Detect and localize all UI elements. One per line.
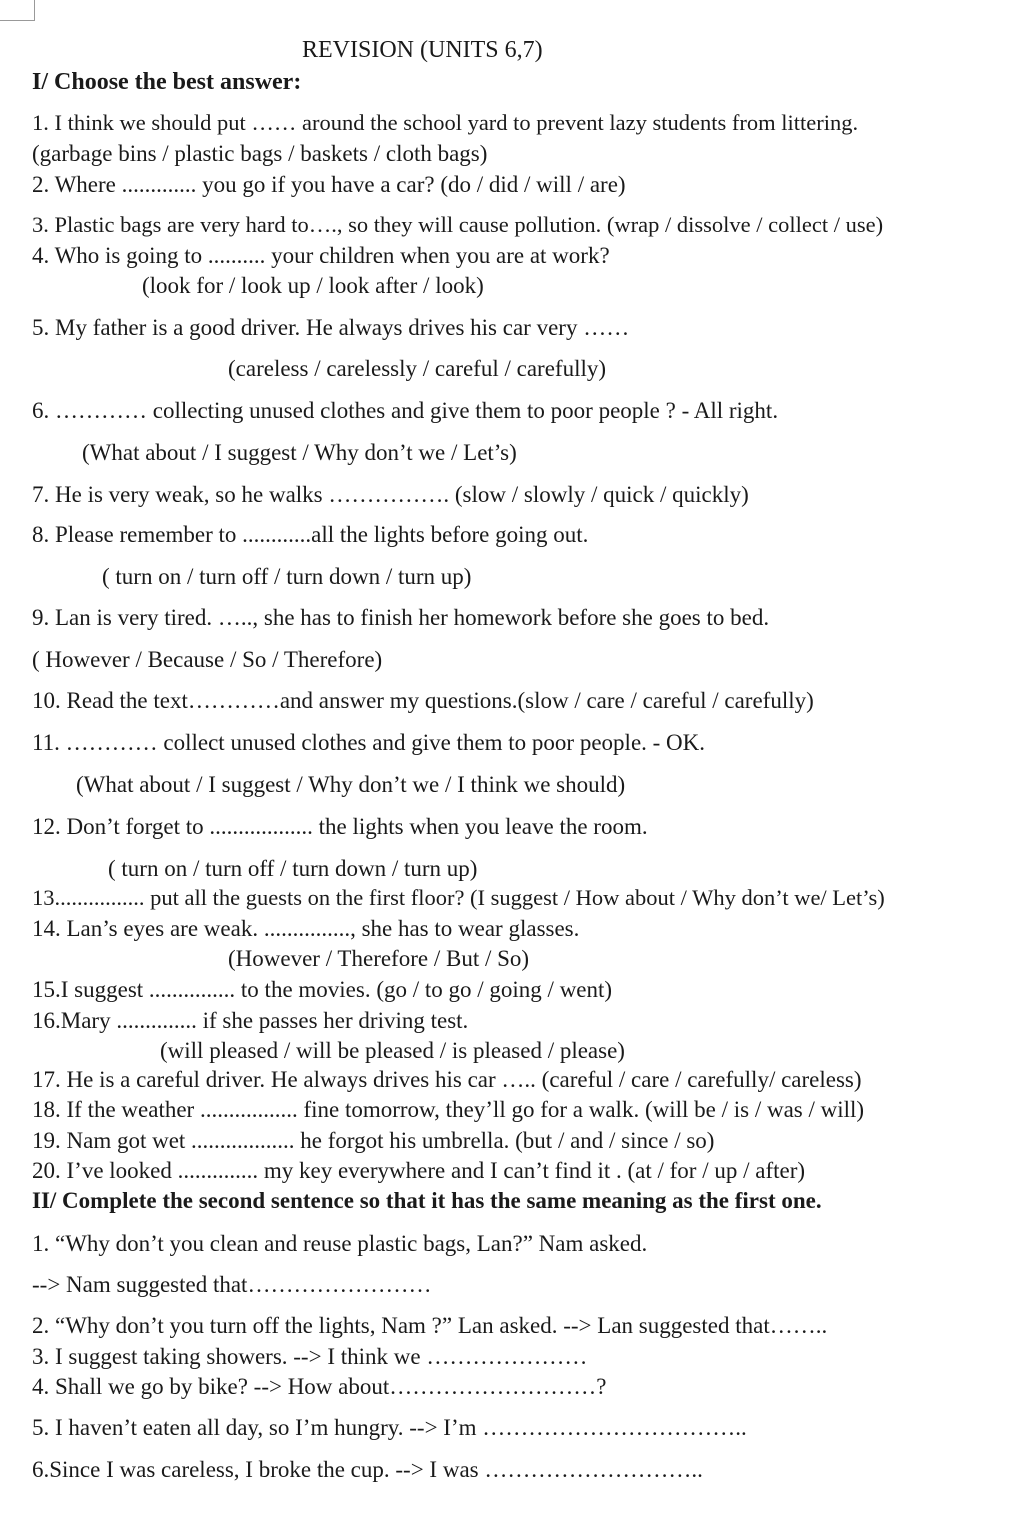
question-line: 2. Where ............. you go if you have a car? (do / did / will / are): [32, 172, 626, 197]
question-line: 12. Don’t forget to .................. the lights when you leave the room.: [32, 814, 648, 839]
question-line: 5. My father is a good driver. He always drives his car very ……: [32, 315, 630, 340]
question-line: 4. Who is going to .......... your children when you are at work?: [32, 243, 610, 268]
answer-options: (What about / I suggest / Why don’t we / Let’s): [82, 440, 517, 465]
question-line: 1. I think we should put …… around the school yard to prevent lazy students from littering.: [32, 110, 859, 135]
question-line: 17. He is a careful driver. He always drives his car ….. (careful / care / carefully/ careless): [32, 1067, 862, 1092]
rewrite-line: 6.Since I was careless, I broke the cup. --> I was ………………………..: [32, 1457, 703, 1482]
question-line: 18. If the weather ................. fine tomorrow, they’ll go for a walk. (will be / is / was / will): [32, 1097, 865, 1122]
question-line: 10. Read the text…………and answer my questions.(slow / care / careful / carefully): [32, 688, 814, 713]
rewrite-line: 3. I suggest taking showers. --> I think we …………………: [32, 1344, 588, 1369]
question-line: 11. ………… collect unused clothes and give them to poor people. - OK.: [32, 730, 706, 755]
question-line: 6. ………… collecting unused clothes and give them to poor people ? - All right.: [32, 398, 779, 423]
section-1-heading: I/ Choose the best answer:: [32, 69, 302, 95]
question-line: 9. Lan is very tired. ….., she has to finish her homework before she goes to bed.: [32, 605, 770, 630]
answer-options: (will pleased / will be pleased / is pleased / please): [160, 1038, 625, 1063]
page-title: REVISION (UNITS 6,7): [302, 37, 543, 63]
question-line: 19. Nam got wet .................. he forgot his umbrella. (but / and / since / so): [32, 1128, 715, 1153]
question-line: 14. Lan’s eyes are weak. ..............., she has to wear glasses.: [32, 916, 580, 941]
section-2-heading: II/ Complete the second sentence so that it has the same meaning as the first one.: [32, 1188, 822, 1213]
page-corner-mark: [0, 0, 35, 21]
question-line: 7. He is very weak, so he walks ……………. (slow / slowly / quick / quickly): [32, 482, 749, 507]
question-line: 16.Mary .............. if she passes her driving test.: [32, 1008, 469, 1033]
answer-options: (What about / I suggest / Why don’t we / I think we should): [76, 772, 626, 797]
question-line: 8. Please remember to ............all the lights before going out.: [32, 522, 589, 547]
rewrite-line: 4. Shall we go by bike? --> How about………………………?: [32, 1374, 607, 1399]
rewrite-line: --> Nam suggested that……………………: [32, 1272, 432, 1297]
question-line: 13................ put all the guests on the first floor? (I suggest / How about / Why don’t we/ Let’s): [32, 885, 885, 910]
question-line: 20. I’ve looked .............. my key everywhere and I can’t find it . (at / for / up / after): [32, 1158, 806, 1183]
answer-options: ( turn on / turn off / turn down / turn up): [108, 856, 478, 881]
answer-options: (garbage bins / plastic bags / baskets / cloth bags): [32, 141, 488, 166]
answer-options: ( However / Because / So / Therefore): [32, 647, 383, 672]
answer-options: ( turn on / turn off / turn down / turn up): [102, 564, 472, 589]
rewrite-line: 2. “Why don’t you turn off the lights, Nam ?” Lan asked. --> Lan suggested that……..: [32, 1313, 828, 1338]
rewrite-line: 1. “Why don’t you clean and reuse plastic bags, Lan?” Nam asked.: [32, 1231, 648, 1256]
answer-options: (look for / look up / look after / look): [142, 273, 484, 298]
answer-options: (However / Therefore / But / So): [228, 946, 530, 971]
question-line: 15.I suggest ............... to the movies. (go / to go / going / went): [32, 977, 613, 1002]
question-line: 3. Plastic bags are very hard to…., so they will cause pollution. (wrap / dissolve / collect / use): [32, 212, 884, 237]
answer-options: (careless / carelessly / careful / carefully): [228, 356, 607, 381]
rewrite-line: 5. I haven’t eaten all day, so I’m hungry. --> I’m ……………………………..: [32, 1415, 747, 1440]
